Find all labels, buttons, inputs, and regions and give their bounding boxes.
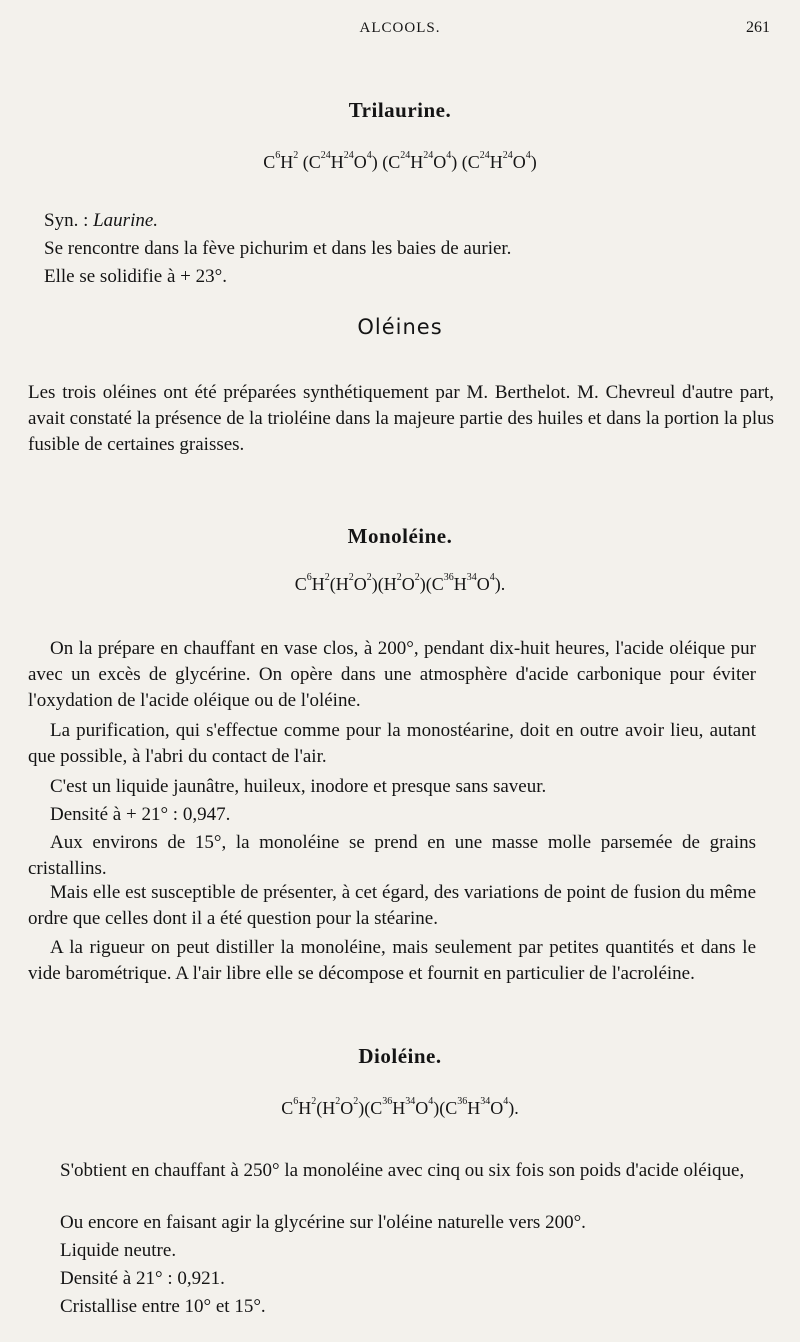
dioleine-neutral: Liquide neutre. [60,1240,177,1261]
monoleine-purification: La purification, qui s'effectue comme pour la monostéarine, doit en outre avoir lieu, autant que possible, à l'abri du contact de l'air. [28,720,756,767]
monoleine-distillation: A la rigueur on peut distiller la monoléine, mais seulement par petites quantités et dans le vide barométrique. A l'air libre elle se décompose et fournit en particulier de l'acroléine. [28,937,756,984]
section-title-dioleine: Dioléine. [358,1044,442,1068]
dioleine-crystallization: Cristallise entre 10° et 15°. [60,1296,266,1317]
dioleine-preparation: S'obtient en chauffant à 250° la monoléine avec cinq ou six fois son poids d'acide oléique, [60,1160,745,1181]
monoleine-preparation: On la prépare en chauffant en vase clos, à 200°, pendant dix-huit heures, l'acide oléique pur avec un excès de glycérine. On opère dans une atmosphère d'acide carbonique pour éviter l'oxydation de l'acide oléique ou de l'oléine. [28,638,756,711]
trilaurine-origin: Se rencontre dans la fève pichurim et dans les baies de aurier. [44,238,512,259]
formula-monoleine: $C^6H^2(H^2O^2)(H^2O^2)(C^{36}H^{34}O^4)$. [294,572,506,594]
trilaurine-solidification: Elle se solidifie à + 23°. [44,266,227,287]
dioleine-density: Densité à 21° : 0,921. [60,1268,225,1289]
dioleine-alternative: Ou encore en faisant agir la glycérine sur l'oléine naturelle vers 200°. [60,1212,586,1233]
page-number: 261 [746,19,770,36]
monoleine-fusion-variations: Mais elle est susceptible de présenter, à cet égard, des variations de point de fusion du même ordre que celles dont il a été question pour la stéarine. [28,882,756,929]
section-title-monoleine: Monoléine. [347,524,453,548]
synonym-line: Syn. : Laurine. [44,210,159,231]
monoleine-density: Densité à + 21° : 0,947. [50,804,231,825]
running-title: ALCOOLS. [359,20,441,36]
section-title-oleines: Oléines [357,315,443,339]
oleines-paragraph: Les trois oléines ont été préparées synthétiquement par M. Berthelot. M. Chevreul d'autre part, avait constaté la présence de la trioléine dans la majeure partie des huiles et dans la portion la plus fusible de certaines graisses. [28,382,775,455]
formula-dioleine: $C^6H^2(H^2O^2)(C^{36}H^{34}O^4)(C^{36}H^{34}O^4)$. [281,1096,519,1118]
monoleine-solidification: Aux environs de 15°, la monoléine se prend en une masse molle parsemée de grains cristallins. [28,832,756,879]
formula-trilaurine: $C^6H^2$ $(C^{24}H^{24}O^4)$ $(C^{24}H^{24}O^4)$ $(C^{24}H^{24}O^4)$ [263,150,537,172]
section-title-trilaurine: Trilaurine. [348,98,452,122]
monoleine-description: C'est un liquide jaunâtre, huileux, inodore et presque sans saveur. [50,776,547,797]
